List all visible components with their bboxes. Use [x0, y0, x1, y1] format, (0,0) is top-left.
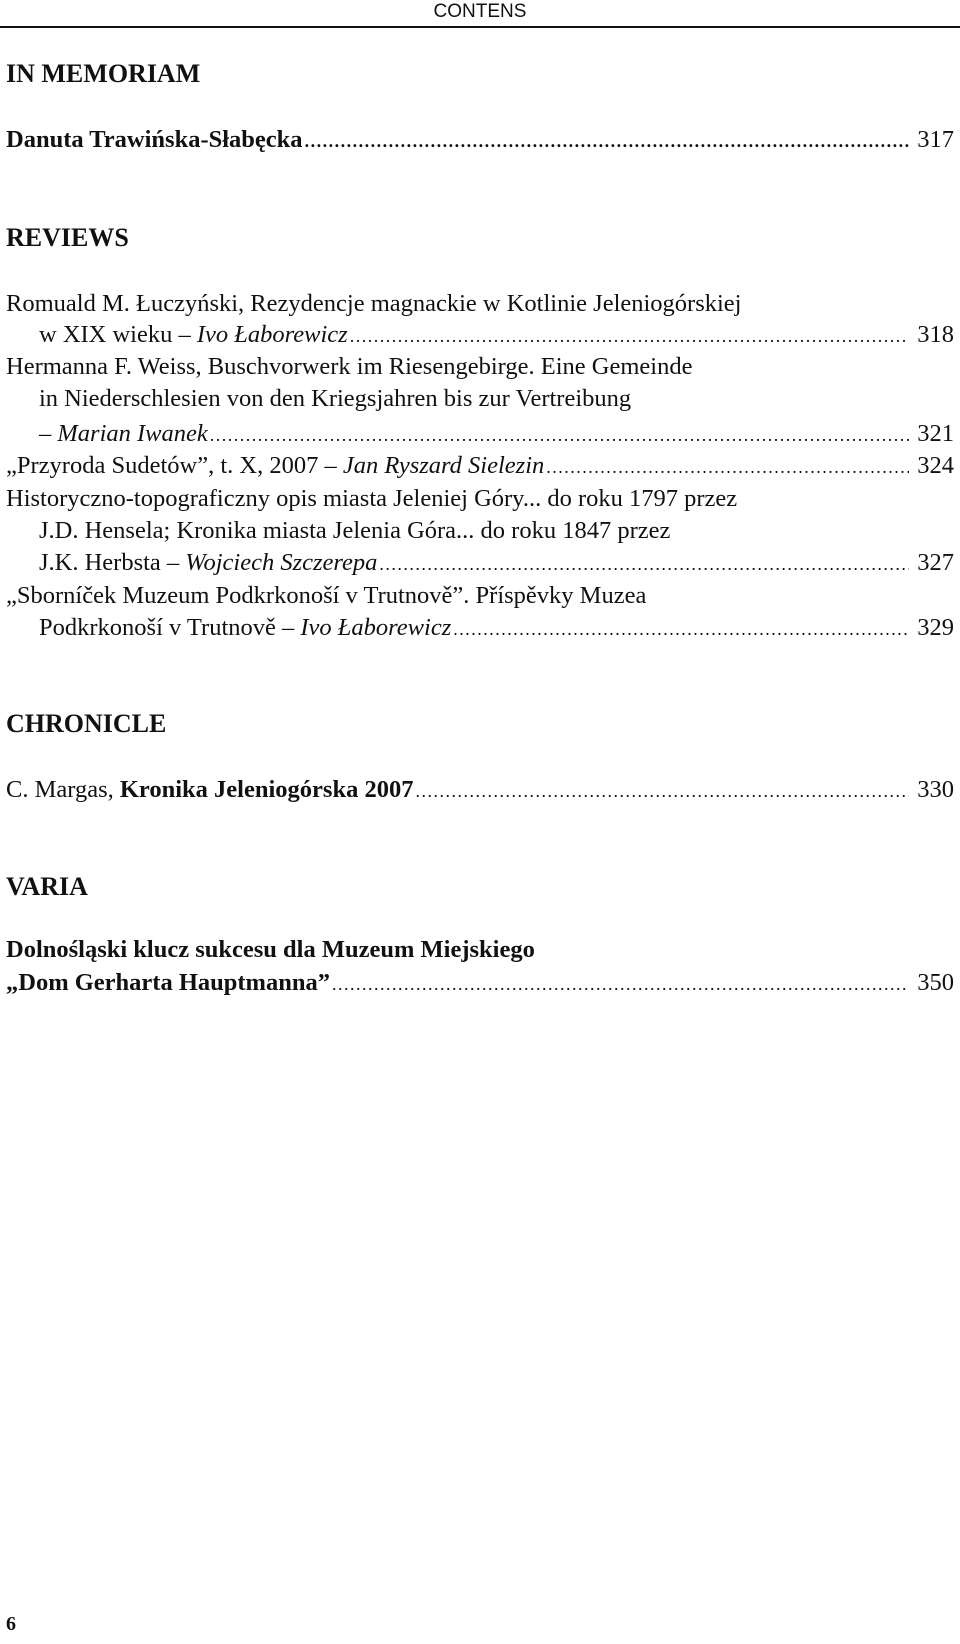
running-title: CONTENS — [433, 1, 527, 22]
entry-title: „Dom Gerharta Hauptmanna” — [6, 969, 330, 996]
dot-leader — [379, 548, 909, 580]
dot-leader — [453, 613, 909, 645]
toc-entry-varia — [6, 967, 954, 999]
page-number: 6 — [6, 1613, 16, 1635]
toc-entry-line: „Sborníček Muzeum Podkrkonoší v Trutnově”. Příspěvky Muzea — [6, 582, 647, 609]
reviewer-name: Ivo Łaborewicz — [300, 614, 452, 641]
page-ref: 350 — [917, 969, 954, 996]
section-heading-reviews: REVIEWS — [6, 223, 129, 252]
toc-entry-line: J.D. Hensela; Kronika miasta Jelenia Góra... do roku 1847 przez — [39, 517, 671, 544]
page-ref: 329 — [917, 614, 954, 641]
reviewer-name: Jan Ryszard Sielezin — [342, 452, 545, 479]
page-ref: 317 — [917, 126, 954, 153]
toc-entry-line — [39, 547, 954, 579]
toc-entry-chronicle — [6, 774, 954, 806]
page-ref: 330 — [917, 776, 954, 803]
section-heading-chronicle: CHRONICLE — [6, 709, 167, 738]
page-ref: 321 — [917, 420, 954, 447]
toc-entry-line: in Niederschlesien von den Kriegsjahren bis zur Vertreibung — [39, 385, 632, 412]
dot-leader — [415, 775, 909, 807]
reviewer-name: Wojciech Szczerepa — [185, 549, 378, 576]
section-heading-in-memoriam: IN MEMORIAM — [6, 59, 201, 88]
toc-entry-line — [6, 450, 954, 482]
section-heading-varia: VARIA — [6, 872, 88, 901]
entry-text: – — [39, 420, 58, 447]
toc-entry-line: Romuald M. Łuczyński, Rezydencje magnackie w Kotlinie Jeleniogórskiej — [6, 290, 742, 317]
dot-leader — [210, 419, 910, 451]
dot-leader — [350, 320, 910, 352]
toc-entry-line: Historyczno-topograficzny opis miasta Jeleniej Góry... do roku 1797 przez — [6, 485, 738, 512]
toc-entry-line: Dolnośląski klucz sukcesu dla Muzeum Miejskiego — [6, 936, 535, 963]
entry-text: Podkrkonoší v Trutnově – — [39, 614, 301, 641]
toc-entry-line: Hermanna F. Weiss, Buschvorwerk im Riesengebirge. Eine Gemeinde — [6, 353, 693, 380]
page-ref: 318 — [917, 321, 954, 348]
entry-title: Kronika Jeleniogórska 2007 — [119, 776, 414, 803]
entry-title: Danuta Trawińska-Słabęcka — [6, 126, 303, 153]
toc-entry-line — [39, 418, 954, 450]
toc-entry-line — [39, 612, 954, 644]
entry-author: C. Margas, — [6, 776, 120, 803]
header-rule — [0, 26, 960, 28]
toc-entry-in-memoriam — [6, 124, 954, 156]
toc-entry-line — [39, 319, 954, 351]
dot-leader — [332, 968, 909, 1000]
dot-leader — [305, 125, 910, 157]
dot-leader — [546, 451, 909, 483]
reviewer-name: Ivo Łaborewicz — [196, 321, 348, 348]
entry-text: J.K. Herbsta – — [39, 549, 186, 576]
reviewer-name: Marian Iwanek — [57, 420, 208, 447]
page-ref: 327 — [917, 549, 954, 576]
page-ref: 324 — [917, 452, 954, 479]
entry-text: „Przyroda Sudetów”, t. X, 2007 – — [6, 452, 343, 479]
entry-text: w XIX wieku – — [39, 321, 197, 348]
